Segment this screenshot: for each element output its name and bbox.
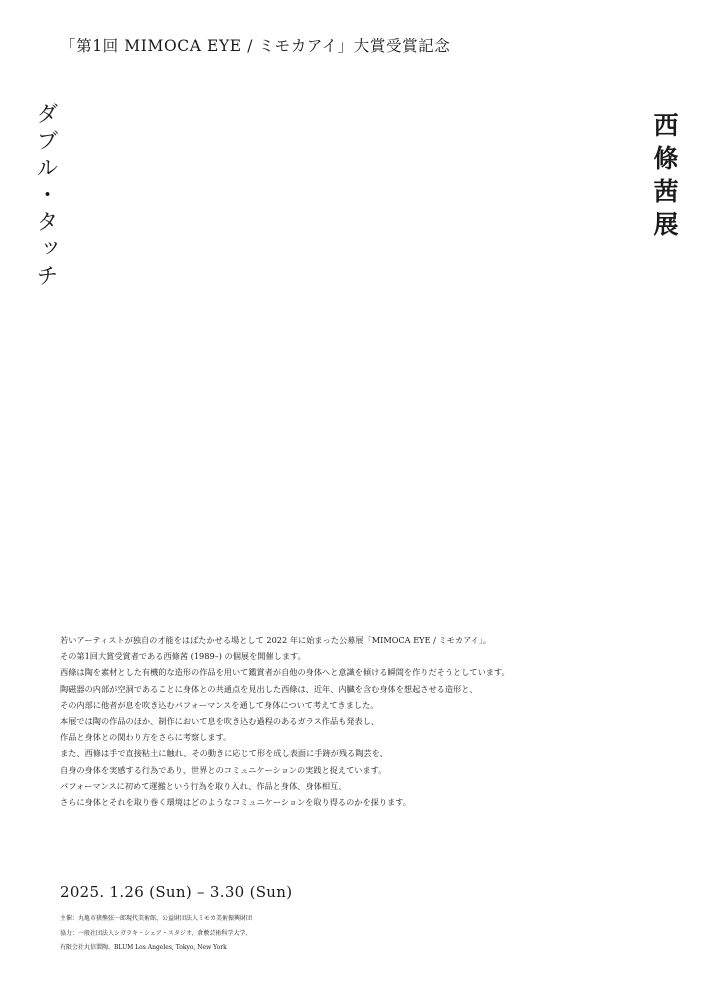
description-line: その内部に他者が息を吹き込むパフォーマンスを通して身体について考えてきました。 <box>60 699 379 710</box>
credits-organizer: 主催：丸亀市猪熊弦一郎現代美術館、公益財団法人ミモカ美術振興財団 <box>60 915 253 922</box>
exhibition-title-vertical: 西條茜展 <box>650 112 679 244</box>
description-line: 若いアーティストが独自の才能をはばたかせる場として 2022 年に始まった公募展「MIMOCA EYE / ミモカアイ」。 <box>60 635 491 645</box>
description-line: パフォーマンスに初めて運搬という行為を取り入れ、作品と身体、身体相互、 <box>60 780 347 791</box>
description-line: さらに身体とそれを取り巻く環境はどのようなコミュニケーションを取り得るのかを探ります。 <box>60 797 411 808</box>
headline: 「第1回 MIMOCA EYE / ミモカアイ」大賞受賞記念 <box>60 37 451 55</box>
credits <box>60 912 252 956</box>
exhibition-dates: 2025. 1.26 (Sun) – 3.30 (Sun) <box>60 883 293 901</box>
description-line: 本展では陶の作品のほか、制作において息を吹き込む過程のあるガラス作品も発表し、 <box>60 716 380 727</box>
description-line: その第1回大賞受賞者である西條茜 (1989–) の個展を開催します。 <box>60 651 306 662</box>
description-line: また、西條は手で直接粘土に触れ、その動きに応じて形を成し表面に手跡が残る陶芸を、 <box>60 748 388 759</box>
description-line: 作品と身体との関わり方をさらに考察します。 <box>60 732 232 743</box>
description-line: 西條は陶を素材とした有機的な造形の作品を用いて鑑賞者が自他の身体へと意識を傾ける瞬間を作りだそうとしています。 <box>60 667 510 678</box>
description-line: 陶磁器の内部が空洞であることに身体との共通点を見出した西條は、近年、内臓を含む身体を想起させる造形と、 <box>60 683 478 694</box>
exhibition-subtitle-vertical: ダブル・タッチ <box>33 102 58 291</box>
description <box>60 632 660 810</box>
credits-cooperation-cont: 有限会社丸信製陶、BLUM Los Angeles, Tokyo, New York <box>60 944 227 951</box>
description-line: 自身の身体を実感する行為であり、世界とのコミュニケーションの実践と捉えています。 <box>60 764 387 775</box>
credits-cooperation: 協力：一般社団法人シガラキ・シェア・スタジオ、倉敷芸術科学大学、 <box>60 929 252 937</box>
